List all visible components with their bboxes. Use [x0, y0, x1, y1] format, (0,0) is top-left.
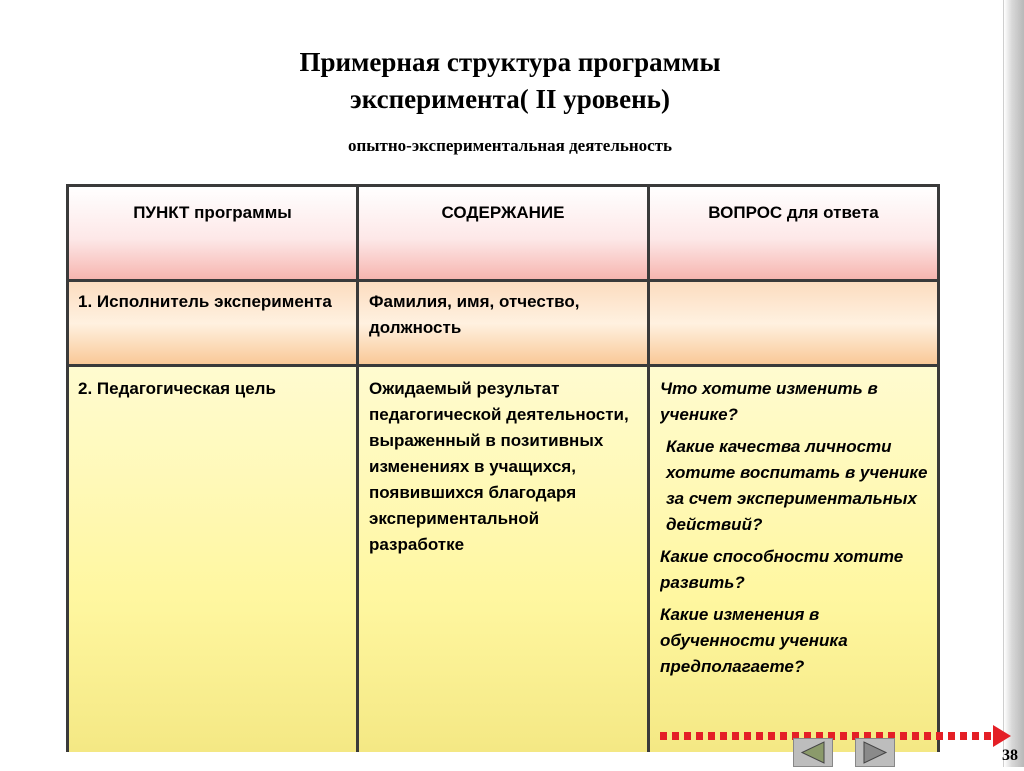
question-4: Какие изменения в обученности ученика предполагаете? [660, 605, 848, 676]
table-header-row [66, 187, 940, 281]
row2-soderzhanie: Ожидаемый результат педагогической деятельности, выраженный в позитивных изменениях в учащихся, появившихся благодаря экспериментальной разработке [369, 379, 629, 554]
arrow-right-icon [993, 725, 1011, 747]
table-border-right [937, 187, 940, 752]
table-divider [356, 187, 359, 752]
header-soderzhanie: СОДЕРЖАНИЕ [441, 203, 565, 222]
slide-title [160, 44, 860, 118]
question-2: Какие качества личности хотите воспитать в ученике за счет экспериментальных действий? [666, 437, 928, 534]
table-divider [66, 279, 940, 282]
row2-punkt: 2. Педагогическая цель [78, 379, 276, 398]
next-slide-button[interactable] [855, 738, 895, 767]
title-line-2: эксперимента( II уровень) [350, 84, 670, 114]
prev-slide-button[interactable] [793, 738, 833, 767]
page-number: 38 [1002, 747, 1018, 764]
table-divider [647, 187, 650, 752]
slide-subtitle: опытно-экспериментальная деятельность [347, 136, 673, 155]
triangle-right-icon [856, 739, 894, 766]
row1-punkt: 1. Исполнитель эксперимента [78, 292, 332, 311]
header-punkt: ПУНКТ программы [133, 203, 292, 222]
program-structure-table [66, 187, 940, 752]
question-1: Что хотите изменить в ученике? [660, 379, 878, 424]
table-divider [66, 364, 940, 367]
title-line-1: Примерная структура программы [299, 47, 721, 77]
header-vopros: ВОПРОС для ответа [708, 203, 879, 222]
question-3: Какие способности хотите развить? [660, 547, 904, 592]
window-frame-right [1004, 0, 1024, 767]
row1-soderzhanie: Фамилия, имя, отчество, должность [369, 292, 580, 337]
row2-vopros [660, 376, 930, 746]
triangle-left-icon [794, 739, 832, 766]
table-border-left [66, 187, 69, 752]
table-border-top [66, 184, 940, 187]
